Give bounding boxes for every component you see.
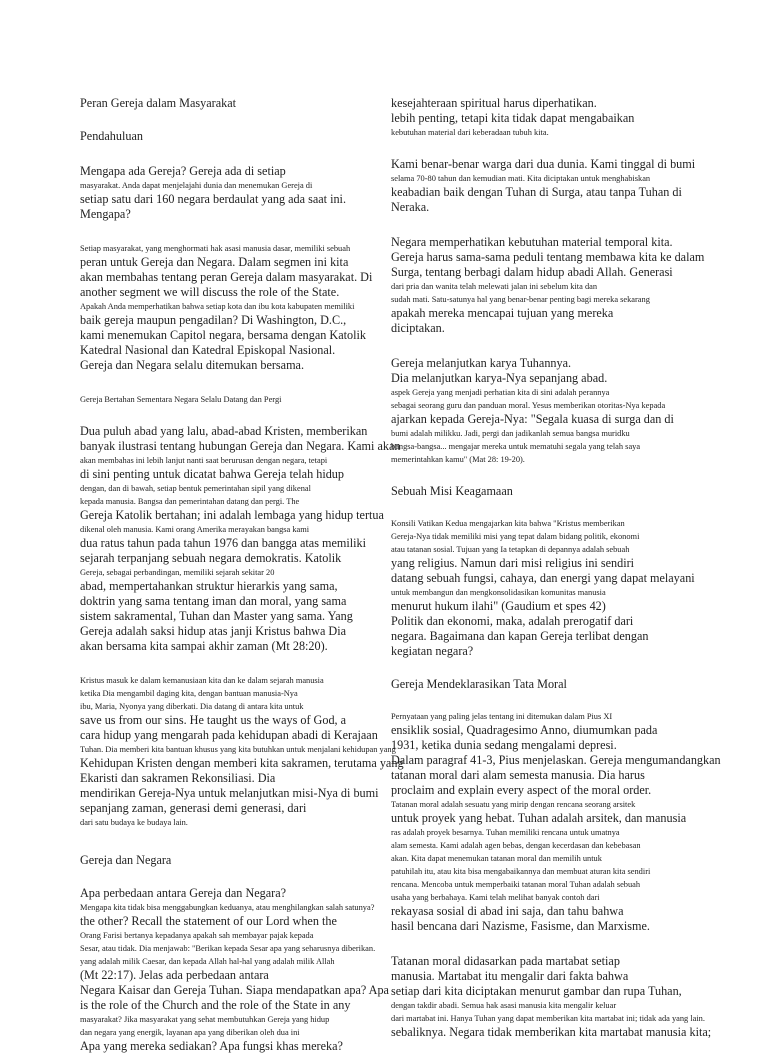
text-line: ajarkan kepada Gereja-Nya: "Segala kuasa di surga dan di [391,412,674,426]
text-line: diciptakan. [391,321,445,335]
text-line: ketika Dia mengambil daging kita, dengan bantuan manusia-Nya [80,689,298,698]
text-line: ras adalah proyek besarnya. Tuhan memiliki rencana untuk umatnya [391,828,620,837]
text-line: di sini penting untuk dicatat bahwa Gereja telah hidup [80,467,344,481]
text-line: keabadian baik dengan Tuhan di Surga, atau tanpa Tuhan di [391,185,682,199]
text-line: dari satu budaya ke budaya lain. [80,818,188,827]
section-heading: Gereja Mendeklarasikan Tata Moral [391,677,567,691]
text-line: tatanan moral dari alam semesta manusia. Dia harus [391,768,645,782]
text-line: sejarah terpanjang sebuah negara demokratis. Katolik [80,551,342,565]
text-line: lebih penting, tetapi kita tidak dapat mengabaikan [391,111,635,125]
text-line: dengan takdir abadi. Semua hak asasi manusia kita mengalir keluar [391,1001,617,1010]
paragraph-gap [80,829,412,853]
text-line: sebaliknya. Negara tidak memberikan kita martabat manusia kita; [391,1025,712,1039]
text-line: bumi adalah milikku. Jadi, pergi dan jadikanlah semua bangsa muridku [391,429,630,438]
text-line: banyak ilustrasi tentang hubungan Gereja dan Negara. Kami akan [80,439,401,453]
right-column [391,96,721,1040]
text-line: Apakah Anda memperhatikan bahwa setiap kota dan ibu kota kabupaten memiliki [80,302,355,311]
text-line: Apa perbedaan antara Gereja dan Negara? [80,886,287,900]
text-line: kebutuhan material dari keberadaan tubuh kita. [391,128,549,137]
text-line: untuk membangun dan mengkonsolidasikan komunitas manusia [391,588,606,597]
text-line: dari martabat ini. Hanya Tuhan yang dapat memberikan kita martabat ini; tidak ada yang lain. [391,1014,705,1023]
text-line: setiap satu dari 160 negara berdaulat yang ada saat ini. [80,192,346,206]
text-line: kepada manusia. Bangsa dan pemerintahan datang dan pergi. The [80,497,300,506]
text-line: the other? Recall the statement of our Lord when the [80,914,337,928]
text-line: cara hidup yang mengarah pada kehidupan abadi di Kerajaan [80,728,378,742]
text-line: menurut hukum ilahi" (Gaudium et spes 42) [391,599,606,613]
section-heading: Sebuah Misi Keagamaan [391,484,513,498]
paragraph-gap [391,934,721,954]
section-heading: Peran Gereja dalam Masyarakat [80,96,236,110]
text-line: is the role of the Church and the role of the State in any [80,998,351,1012]
text-line: selama 70-80 tahun dan kemudian mati. Kita diciptakan untuk menghabiskan [391,174,651,183]
text-line: Setiap masyarakat, yang menghormati hak asasi manusia dasar, memiliki sebuah [80,244,351,253]
text-line: Dua puluh abad yang lalu, abad-abad Kristen, memberikan [80,424,368,438]
paragraph-gap [391,336,721,356]
text-line: Tuhan. Dia memberi kita bantuan khusus yang kita butuhkan untuk menjalani kehidupan yang [80,745,396,754]
section-heading: Pendahuluan [80,129,143,143]
text-line: Gereja, sebagai perbandingan, memiliki sejarah sekitar 20 [80,568,275,577]
text-line: Gereja dan Negara selalu ditemukan bersama. [80,358,305,372]
text-line: sudah mati. Satu-satunya hal yang benar-benar penting bagi mereka sekarang [391,295,650,304]
text-line: kami menemukan Capitol negara, bersama dengan Katolik [80,328,366,342]
paragraph-gap [80,868,412,886]
text-line: Katedral Nasional dan Katedral Episkopal Nasional. [80,343,336,357]
text-line: masyarakat. Anda dapat menjelajahi dunia dan menemukan Gereja di [80,181,313,190]
section-heading: Gereja dan Negara [80,853,172,867]
text-line: memerintahkan kamu" (Mat 28: 19-20). [391,455,525,464]
paragraph-gap [80,111,412,129]
text-line: abad, mempertahankan struktur hierarkis yang sama, [80,579,338,593]
text-line: Mengapa kita tidak bisa menggabungkan keduanya, atau menghilangkan salah satunya? [80,903,375,912]
text-line: patuhilah itu, atau kita bisa mengabaikannya dan membuat aturan kita sendiri [391,867,651,876]
text-line: bangsa-bangsa... mengajar mereka untuk mematuhi segala yang telah saya [391,442,641,451]
paragraph-gap [391,466,721,484]
text-line: Dalam paragraf 41-3, Pius menjelaskan. Gereja mengumandangkan [391,753,721,767]
text-line: sistem sakramental, Tuhan dan Master yang sama. Yang [80,609,353,623]
text-line: Gereja melanjutkan karya Tuhannya. [391,356,572,370]
text-line: Neraka. [391,200,430,214]
text-line: manusia. Martabat itu mengalir dari fakta bahwa [391,969,629,983]
text-line: sebagai seorang guru dan panduan moral. Yesus memberikan otoritas-Nya kepada [391,401,666,410]
text-line: Tatanan moral didasarkan pada martabat setiap [391,954,620,968]
text-line: yang religius. Namun dari misi religius ini sendiri [391,556,635,570]
text-line: Kami benar-benar warga dari dua dunia. Kami tinggal di bumi [391,157,696,171]
text-line: dua ratus tahun pada tahun 1976 dan bangga atas memiliki [80,536,366,550]
paragraph-gap [80,222,412,242]
text-line: another segment we will discuss the role of the State. [80,285,340,299]
text-line: kegiatan negara? [391,644,474,658]
text-line: save us from our sins. He taught us the ways of God, a [80,713,347,727]
text-line: Mengapa? [80,207,131,221]
text-line: peran untuk Gereja dan Negara. Dalam segmen ini kita [80,255,349,269]
text-line: aspek Gereja yang menjadi perhatian kita di sini adalah perannya [391,388,610,397]
text-line: rekayasa sosial di abad ini saja, dan tahu bahwa [391,904,624,918]
text-line: mendirikan Gereja-Nya untuk melanjutkan misi-Nya di bumi [80,786,379,800]
text-line: untuk proyek yang hebat. Tuhan adalah arsitek, dan manusia [391,811,687,825]
text-line: negara. Bagaimana dan kapan Gereja terlibat dengan [391,629,649,643]
text-line: akan. Kita dapat menemukan tatanan moral dan memilih untuk [391,854,602,863]
text-line: Kristus masuk ke dalam kemanusiaan kita dan ke dalam sejarah manusia [80,676,324,685]
paragraph-gap [80,654,412,674]
text-line: apakah mereka mencapai tujuan yang mereka [391,306,614,320]
text-line: 1931, ketika dunia sedang mengalami depresi. [391,738,617,752]
text-line: Ekaristi dan sakramen Rekonsiliasi. Dia [80,771,276,785]
text-line: rencana. Mencoba untuk memperbaiki tatanan moral Tuhan adalah sebuah [391,880,641,889]
text-line: datang sebuah fungsi, cahaya, dan energi yang dapat melayani [391,571,695,585]
text-line: Tatanan moral adalah sesuatu yang mirip dengan rencana seorang arsitek [391,800,636,809]
text-line: Gereja harus sama-sama peduli tentang membawa kita ke dalam [391,250,705,264]
paragraph-gap [391,139,721,157]
paragraph-gap [391,215,721,235]
text-line: dikenal oleh manusia. Kami orang Amerika merayakan bangsa kami [80,525,310,534]
text-line: kesejahteraan spiritual harus diperhatikan. [391,96,597,110]
text-line: Gereja-Nya tidak memiliki misi yang tepat dalam bidang politik, ekonomi [391,532,640,541]
left-column [80,96,412,1054]
text-line: Kehidupan Kristen dengan memberi kita sakramen, terutama yang [80,756,404,770]
text-line: Gereja adalah saksi hidup atas janji Kristus bahwa Dia [80,624,347,638]
text-line: Orang Farisi bertanya kepadanya apakah sah membayar pajak kepada [80,931,314,940]
text-line: dengan, dan di bawah, setiap bentuk pemerintahan sipil yang dikenal [80,484,311,493]
text-line: alam semesta. Kami adalah agen bebas, dengan kecerdasan dan kebebasan [391,841,641,850]
text-line: Gereja Bertahan Sementara Negara Selalu Datang dan Pergi [80,395,282,404]
text-line: baik gereja maupun pengadilan? Di Washington, D.C., [80,313,347,327]
paragraph-gap [80,373,412,393]
text-line: Negara memperhatikan kebutuhan material temporal kita. [391,235,673,249]
text-line: dari pria dan wanita telah melewati jalan ini sebelum kita dan [391,282,598,291]
text-line: Sesar, atau tidak. Dia menjawab: "Berikan kepada Sesar apa yang seharusnya diberikan. [80,944,376,953]
paragraph-gap [80,406,412,424]
text-line: ensiklik sosial, Quadragesimo Anno, diumumkan pada [391,723,658,737]
text-line: sepanjang zaman, generasi demi generasi, dari [80,801,307,815]
text-line: akan bersama kita sampai akhir zaman (Mt 28:20). [80,639,328,653]
text-line: usaha yang berbahaya. Kami telah melihat banyak contoh dari [391,893,600,902]
text-line: akan membahas ini lebih lanjut nanti saat berurusan dengan negara, tetapi [80,456,328,465]
paragraph-gap [391,499,721,517]
text-line: Mengapa ada Gereja? Gereja ada di setiap [80,164,286,178]
paragraph-gap [80,144,412,164]
text-line: doktrin yang sama tentang iman dan moral, yang sama [80,594,347,608]
text-line: masyarakat? Jika masyarakat yang sehat membutuhkan Gereja yang hidup [80,1015,330,1024]
text-line: Politik dan ekonomi, maka, adalah prerogatif dari [391,614,634,628]
text-line: Apa yang mereka sediakan? Apa fungsi khas mereka? [80,1039,343,1053]
text-line: Gereja Katolik bertahan; ini adalah lembaga yang hidup tertua [80,508,384,522]
text-line: setiap dari kita diciptakan menurut gambar dan rupa Tuhan, [391,984,682,998]
text-line: (Mt 22:17). Jelas ada perbedaan antara [80,968,269,982]
text-line: yang adalah milik Caesar, dan kepada Allah hal-hal yang adalah milik Allah [80,957,335,966]
text-line: hasil bencana dari Nazisme, Fasisme, dan Marxisme. [391,919,650,933]
paragraph-gap [391,659,721,677]
text-line: Negara Kaisar dan Gereja Tuhan. Siapa mendapatkan apa? Apa [80,983,389,997]
text-line: Konsili Vatikan Kedua mengajarkan kita bahwa "Kristus memberikan [391,519,625,528]
text-line: Pernyataan yang paling jelas tentang ini ditemukan dalam Pius XI [391,712,613,721]
text-line: atau tatanan sosial. Tujuan yang Ia tetapkan di depannya adalah sebuah [391,545,630,554]
text-line: Dia melanjutkan karya-Nya sepanjang abad. [391,371,608,385]
text-line: ibu, Maria, Nyonya yang diberkati. Dia datang di antara kita untuk [80,702,304,711]
text-line: Surga, tentang berbagi dalam hidup abadi Allah. Generasi [391,265,673,279]
paragraph-gap [391,692,721,710]
text-line: akan membahas tentang peran Gereja dalam masyarakat. Di [80,270,373,284]
text-line: proclaim and explain every aspect of the moral order. [391,783,652,797]
text-line: dan negara yang energik, layanan apa yang diberikan oleh dua ini [80,1028,300,1037]
